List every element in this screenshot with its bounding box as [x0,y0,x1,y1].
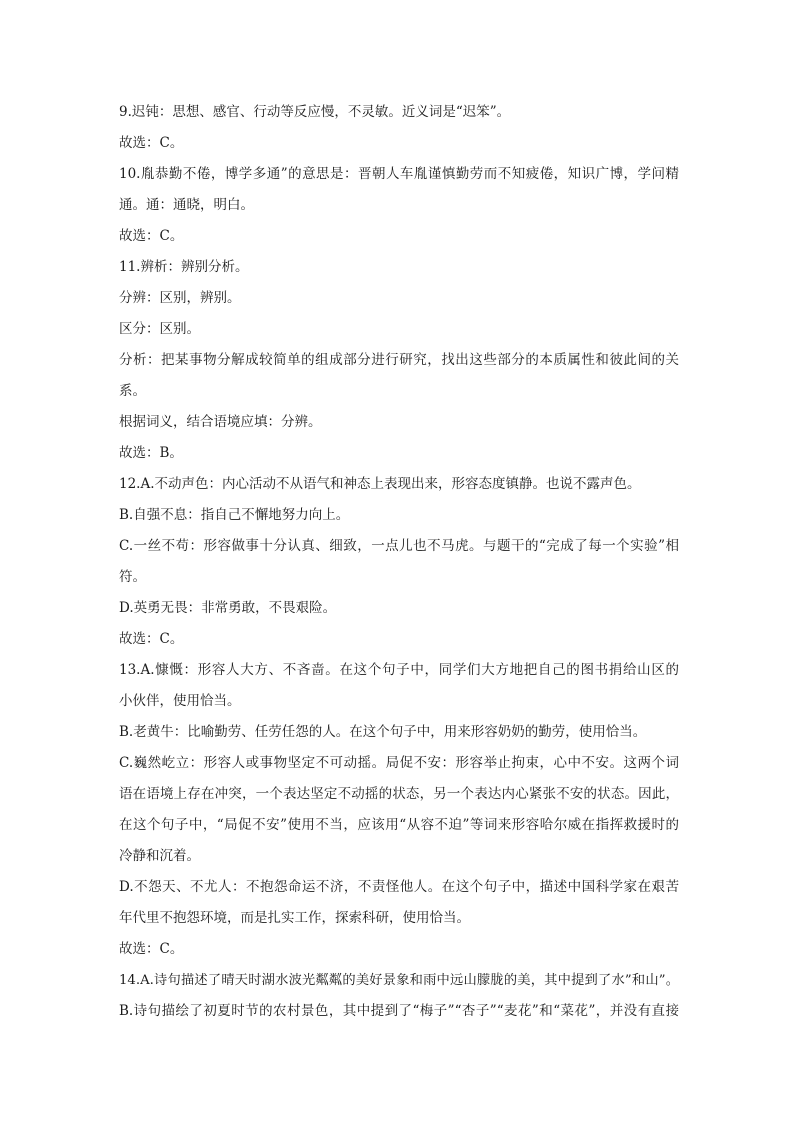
text-line: C.一丝不苟：形容做事十分认真、细致，一点儿也不马虎。与题干的“完成了每一个实验”相 [119,538,679,554]
text-line: 故选：C。 [119,941,184,957]
text-line: 10.胤恭勤不倦，博学多通”的意思是：晋朝人车胤谨慎勤劳而不知疲倦，知识广博，学问精 [119,166,679,182]
text-line: 年代里不抱怨环境，而是扎实工作，探索科研，使用恰当。 [119,910,470,926]
text-line: 系。 [119,383,146,399]
text-line: B.老黄牛：比喻勤劳、任劳任怨的人。在这个句子中，用来形容奶奶的勤劳，使用恰当。 [119,724,647,740]
text-line: 故选：C。 [119,135,184,151]
text-line: 故选：B。 [119,445,183,461]
text-line: 分析：把某事物分解成较简单的组成部分进行研究，找出这些部分的本质属性和彼此间的关 [119,352,679,368]
text-line: 通。通：通晓，明白。 [119,197,254,213]
text-line: D.不怨天、不尤人：不抱怨命运不济，不责怪他人。在这个句子中，描述中国科学家在艰苦 [119,879,679,895]
text-line: B.自强不息：指自己不懈地努力向上。 [119,507,350,523]
text-line: 13.A.慷慨：形容人大方、不吝啬。在这个句子中，同学们大方地把自己的图书捐给山区的 [119,662,679,678]
text-line: C.巍然屹立：形容人或事物坚定不可动摇。局促不安：形容举止拘束，心中不安。这两个词 [119,755,679,771]
text-line: 分辨：区别，辨别。 [119,290,241,306]
text-line: 故选：C。 [119,631,184,647]
text-line: 根据词义，结合语境应填：分辨。 [119,414,322,430]
text-line: 在这个句子中，“局促不安”使用不当，应该用“从容不迫”等词来形容哈尔威在指挥救援时的 [119,817,679,833]
text-line: 区分：区别。 [119,321,200,337]
text-line: 14.A.诗句描述了晴天时湖水波光粼粼的美好景象和雨中远山朦胧的美，其中提到了水”和山”。 [119,973,679,988]
text-line: 故选：C。 [119,228,184,244]
text-line: 小伙伴，使用恰当。 [119,693,241,709]
text-line: B.诗句描绘了初夏时节的农村景色，其中提到了“梅子”“杏子”“麦花”和“菜花”，并没有直接 [119,1003,679,1019]
text-line: 11.辨析：辨别分析。 [119,259,249,275]
text-line: 冷静和沉着。 [119,848,200,864]
text-line: 9.迟钝：思想、感官、行动等反应慢，不灵敏。近义词是“迟笨”。 [119,104,511,120]
text-line: 符。 [119,569,146,585]
text-line: 语在语境上存在冲突，一个表达坚定不动摇的状态，另一个表达内心紧张不安的状态。因此， [119,786,679,802]
document-body [119,97,679,1027]
text-line: 12.A.不动声色：内心活动不从语气和神态上表现出来，形容态度镇静。也说不露声色。 [119,476,641,492]
text-line: D.英勇无畏：非常勇敢，不畏艰险。 [119,600,337,616]
